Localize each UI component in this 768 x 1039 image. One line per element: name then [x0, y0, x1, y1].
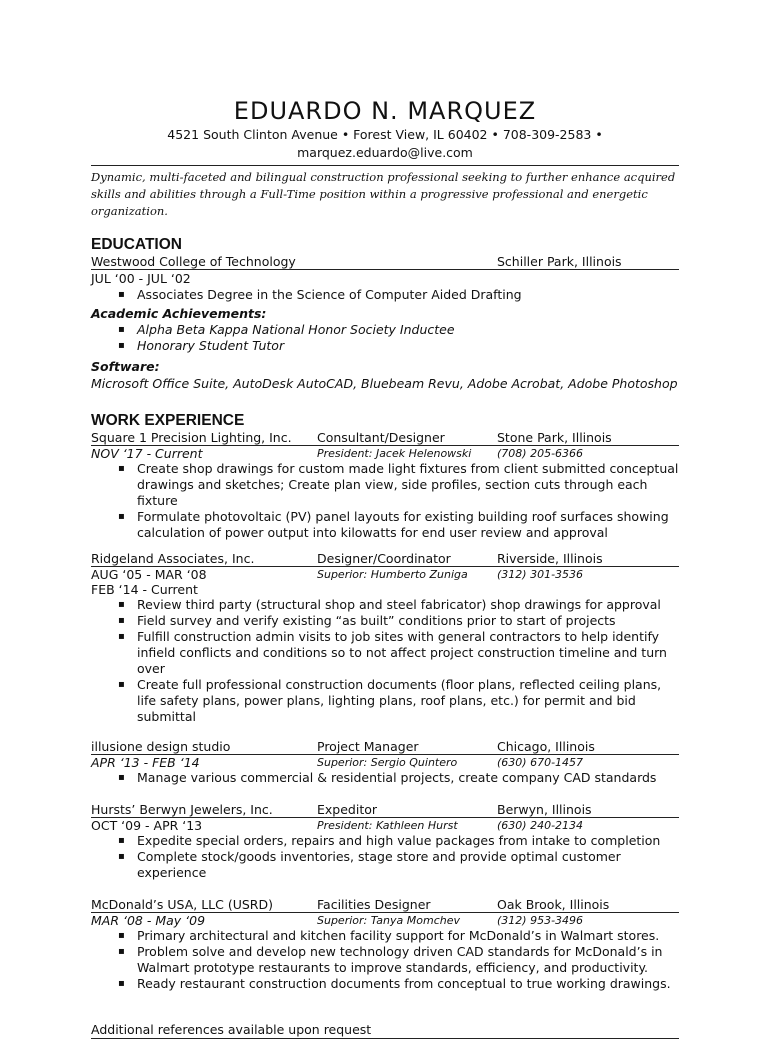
job-entry — [91, 739, 679, 786]
list-item: ▪ Review third party (structural shop and steel fabricator) shop drawings for approval — [137, 597, 679, 613]
company-name: Hursts’ Berwyn Jewelers, Inc. — [91, 802, 273, 817]
work-heading: WORK EXPERIENCE — [91, 412, 245, 429]
job-dates: APR ‘13 - FEB ‘14 — [91, 755, 200, 770]
job-entry — [91, 430, 679, 541]
list-item: ▪ Complete stock/goods inventories, stage store and provide optimal customer experience — [137, 849, 679, 881]
job-phone: (312) 301-3536 — [497, 568, 584, 581]
job-phone: (630) 240-2134 — [497, 819, 584, 832]
contact-line: 4521 South Clinton Avenue • Forest View, IL 60402 • 708-309-2583 • marquez.eduardo@live.com — [167, 127, 603, 160]
job-entry — [91, 551, 679, 725]
job-header-row — [91, 551, 679, 567]
job-duties — [91, 770, 679, 786]
school-location: Schiller Park, Illinois — [497, 254, 622, 269]
job-dates: MAR ‘08 - May ‘09 — [91, 913, 206, 928]
job-duties — [91, 597, 679, 725]
list-item: ▪ Field survey and verify existing “as built” conditions prior to start of projects — [137, 613, 679, 629]
list-item: ▪ Create shop drawings for custom made light fixtures from client submitted conceptual drawings and sketches; Create plan view, side profiles, section cuts through each fixture — [137, 461, 679, 509]
job-role: Facilities Designer — [317, 897, 431, 912]
job-meta-row — [91, 446, 679, 461]
job-role: Designer/Coordinator — [317, 551, 451, 566]
job-header-row — [91, 897, 679, 913]
job-dates: AUG ‘05 - MAR ‘08 — [91, 567, 207, 582]
job-duties — [91, 928, 679, 992]
job-role: Project Manager — [317, 739, 419, 754]
job-contact: President: Kathleen Hurst — [317, 819, 458, 832]
job-location: Chicago, Illinois — [497, 739, 595, 754]
job-dates-secondary: FEB ‘14 - Current — [91, 582, 198, 597]
resume-page — [91, 96, 679, 1039]
job-contact: Superior: Humberto Zuniga — [317, 568, 468, 581]
job-location: Riverside, Illinois — [497, 551, 603, 566]
achievements-list — [91, 322, 679, 354]
education-dates: JUL ‘00 - JUL ‘02 — [91, 271, 191, 286]
job-entry — [91, 897, 679, 992]
job-entry — [91, 802, 679, 881]
job-location: Berwyn, Illinois — [497, 802, 592, 817]
objective-statement: Dynamic, multi-faceted and bilingual construction professional seeking to further enhance acquired skills and abilities through a Full-Time position within a progressive professional and energetic organization. — [91, 170, 676, 218]
job-dates: NOV ‘17 - Current — [91, 446, 203, 461]
job-phone: (708) 205-6366 — [497, 447, 584, 460]
list-item: ▪ Associates Degree in the Science of Computer Aided Drafting — [137, 287, 679, 303]
list-item: ▪ Alpha Beta Kappa National Honor Society Inductee — [137, 322, 679, 338]
header-divider — [91, 165, 679, 166]
job-meta-row — [91, 818, 679, 833]
degree-list — [91, 287, 679, 303]
education-heading: EDUCATION — [91, 236, 182, 253]
list-item: ▪ Primary architectural and kitchen facility support for McDonald’s in Walmart stores. — [137, 928, 679, 944]
job-duties — [91, 461, 679, 541]
job-contact: President: Jacek Helenowski — [317, 447, 472, 460]
job-duties — [91, 833, 679, 881]
references-note: Additional references available upon request — [91, 1022, 679, 1039]
software-heading: Software: — [91, 359, 160, 374]
job-header-row — [91, 802, 679, 818]
school-name: Westwood College of Technology — [91, 254, 296, 269]
company-name: Ridgeland Associates, Inc. — [91, 551, 255, 566]
job-dates: OCT ‘09 - APR ‘13 — [91, 818, 203, 833]
job-meta-row — [91, 755, 679, 770]
list-item: ▪ Fulfill construction admin visits to job sites with general contractors to help identify infield conflicts and conditions so to not affect project construction timeline and turn over — [137, 629, 679, 677]
job-contact: Superior: Tanya Momchev — [317, 914, 460, 927]
company-name: Square 1 Precision Lighting, Inc. — [91, 430, 292, 445]
list-item: ▪ Honorary Student Tutor — [137, 338, 679, 354]
job-phone: (630) 670-1457 — [497, 756, 584, 769]
job-phone: (312) 953-3496 — [497, 914, 584, 927]
job-meta-row — [91, 913, 679, 928]
job-header-row — [91, 430, 679, 446]
company-name: illusione design studio — [91, 739, 231, 754]
education-header-row — [91, 254, 679, 270]
job-header-row — [91, 739, 679, 755]
job-meta-row — [91, 567, 679, 582]
company-name: McDonald’s USA, LLC (USRD) — [91, 897, 273, 912]
job-location: Oak Brook, Illinois — [497, 897, 610, 912]
job-contact: Superior: Sergio Quintero — [317, 756, 458, 769]
list-item: ▪ Create full professional construction documents (floor plans, reflected ceiling plans, life safety plans, power plans, lighting plans, roof plans, etc.) for permit and bid submittal — [137, 677, 679, 725]
list-item: ▪ Ready restaurant construction documents from conceptual to true working drawings. — [137, 976, 679, 992]
job-role: Consultant/Designer — [317, 430, 445, 445]
job-location: Stone Park, Illinois — [497, 430, 612, 445]
applicant-name: EDUARDO N. MARQUEZ — [233, 97, 537, 125]
achievements-heading: Academic Achievements: — [91, 306, 267, 321]
list-item: ▪ Problem solve and develop new technology driven CAD standards for McDonald’s in Walmart prototype restaurants to improve standards, efficiency, and productivity. — [137, 944, 679, 976]
job-role: Expeditor — [317, 802, 378, 817]
software-list: Microsoft Office Suite, AutoDesk AutoCAD, Bluebeam Revu, Adobe Acrobat, Adobe Photoshop — [91, 376, 678, 391]
list-item: ▪ Formulate photovoltaic (PV) panel layouts for existing building roof surfaces showing calculation of power output into kilowatts for end user review and approval — [137, 509, 679, 541]
list-item: ▪ Expedite special orders, repairs and high value packages from intake to completion — [137, 833, 679, 849]
list-item: ▪ Manage various commercial & residential projects, create company CAD standards — [137, 770, 679, 786]
